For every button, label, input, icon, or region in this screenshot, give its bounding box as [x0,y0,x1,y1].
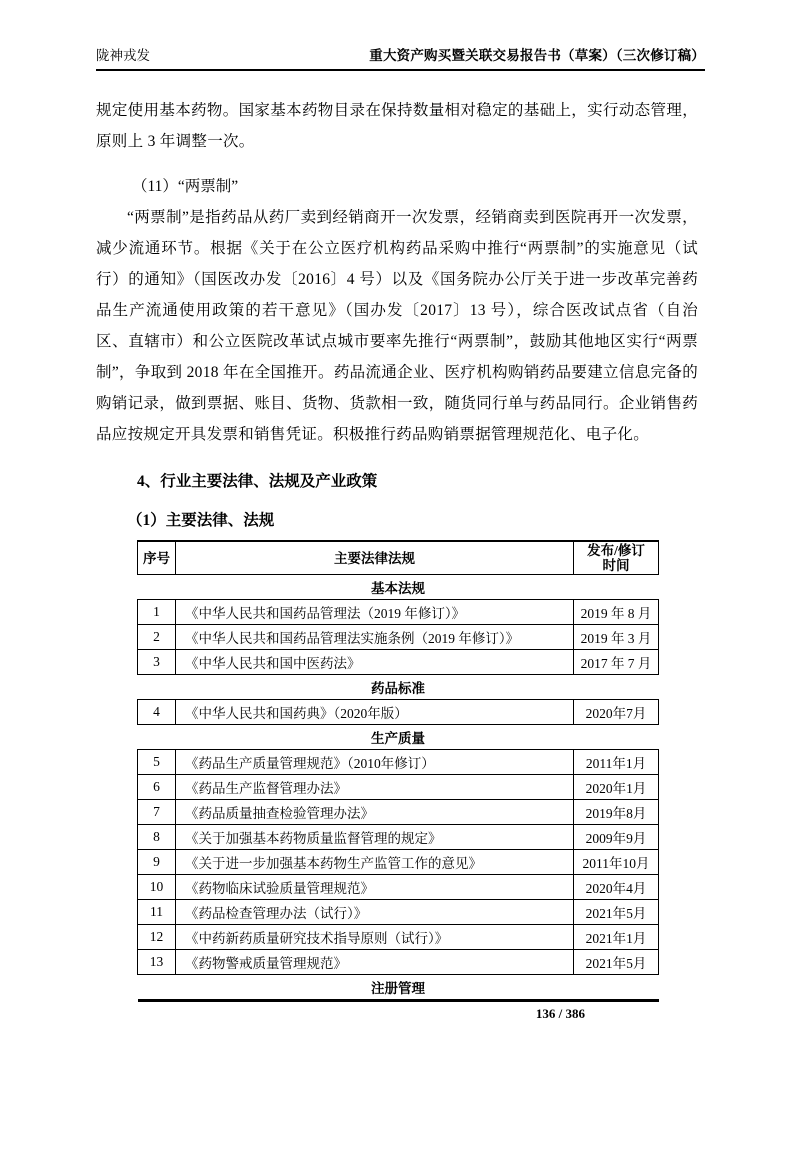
law-title-cell: 《中华人民共和国药品管理法实施条例（2019 年修订）》 [176,625,574,650]
table-row [138,650,659,675]
table-row [138,900,659,925]
row-number-cell: 5 [138,750,176,775]
row-number-cell: 12 [138,925,176,950]
row-number-cell: 8 [138,825,176,850]
date-cell: 2019年8月 [574,800,659,825]
col-header-date-line2: 时间 [602,558,630,573]
heading-industry-laws: 4、行业主要法律、法规及产业政策 [137,473,378,490]
legal-table-body [138,575,659,1001]
row-number-cell: 9 [138,850,176,875]
date-cell: 2020年1月 [574,775,659,800]
page-number: 136 / 386 [535,1006,585,1021]
col-header-date-line1: 发布/修订 [587,543,645,558]
table-row [138,775,659,800]
table-row [138,950,659,975]
paragraph-basic-drugs: 规定使用基本药物。国家基本药物目录在保持数量相对稳定的基础上，实行动态管理，原则上 3 年调整一次。 [96,102,698,150]
law-title-cell: 《中华人民共和国药品管理法（2019 年修订）》 [176,600,574,625]
section-label: 生产质量 [138,725,659,750]
date-cell: 2021年5月 [574,950,659,975]
row-number-cell: 13 [138,950,176,975]
law-title-cell: 《中华人民共和国中医药法》 [176,650,574,675]
table-row [138,825,659,850]
row-number-cell: 2 [138,625,176,650]
law-title-cell: 《关于加强基本药物质量监督管理的规定》 [176,825,574,850]
date-cell: 2011年1月 [574,750,659,775]
table-row [138,875,659,900]
law-title-cell: 《药品检查管理办法（试行）》 [176,900,574,925]
table-section-row [138,975,659,1001]
date-cell: 2020年4月 [574,875,659,900]
paragraph-two-invoice-system: “两票制”是指药品从药厂卖到经销商开一次发票，经销商卖到医院再开一次发票，减少流通环节。根据《关于在公立医疗机构药品采购中推行“两票制”的实施意见（试行）的通知》（国医改办发〔2016〕4 号）以及《国务院办公厅关于进一步改革完善药品生产流通使用政策的若干意见》（国办发〔2017〕13 号），综合医改试点省（自治区、直辖市）和公立医院改革试点城市要率先推行“两票制”，鼓励其他地区实行“两票制”，争取到 2018 年在全国推开。药品流通企业、医疗机构购销药品要建立信息完备的购销记录，做到票据、账目、货物、货款相一致，随货同行单与药品同行。企业销售药品应按规定开具发票和销售凭证。积极推行药品购销票据管理规范化、电子化。 [96,209,698,443]
date-cell: 2020年7月 [574,700,659,725]
table-header-row [138,541,659,575]
date-cell: 2021年1月 [574,925,659,950]
section-label: 药品标准 [138,675,659,700]
table-row [138,925,659,950]
row-number-cell: 4 [138,700,176,725]
table-row [138,600,659,625]
header-report-title: 重大资产购买暨关联交易报告书（草案）（三次修订稿） [369,48,705,63]
col-header-date [574,541,659,575]
table-section-row [138,575,659,600]
table-row [138,625,659,650]
section-label: 注册管理 [138,975,659,1001]
law-title-cell: 《药品生产监督管理办法》 [176,775,574,800]
table-section-row [138,725,659,750]
law-title-cell: 《药品生产质量管理规范》（2010年修订） [176,750,574,775]
row-number-cell: 6 [138,775,176,800]
row-number-cell: 7 [138,800,176,825]
table-row [138,850,659,875]
law-title-cell: 《关于进一步加强基本药物生产监管工作的意见》 [176,850,574,875]
date-cell: 2011年10月 [574,850,659,875]
table-row [138,800,659,825]
header-company-name: 陇神戎发 [96,48,150,63]
date-cell: 2019 年 8 月 [574,600,659,625]
row-number-cell: 10 [138,875,176,900]
row-number-cell: 1 [138,600,176,625]
law-title-cell: 《中药新药质量研究技术指导原则（试行）》 [176,925,574,950]
law-title-cell: 《药物临床试验质量管理规范》 [176,875,574,900]
page-content [96,95,698,1022]
law-title-cell: 《药品质量抽查检验管理办法》 [176,800,574,825]
law-title-cell: 《药物警戒质量管理规范》 [176,950,574,975]
date-cell: 2021年5月 [574,900,659,925]
row-number-cell: 11 [138,900,176,925]
col-header-law: 主要法律法规 [176,541,574,575]
row-number-cell: 3 [138,650,176,675]
date-cell: 2009年9月 [574,825,659,850]
date-cell: 2017 年 7 月 [574,650,659,675]
date-cell: 2019 年 3 月 [574,625,659,650]
table-section-row [138,675,659,700]
document-page [0,44,793,1166]
law-title-cell: 《中华人民共和国药典》（2020年版） [176,700,574,725]
table-row [138,700,659,725]
table-row [138,750,659,775]
section-label: 基本法规 [138,575,659,600]
col-header-no: 序号 [138,541,176,575]
running-header [96,44,705,71]
heading-two-invoice-system: （11）“两票制” [132,178,239,195]
heading-main-laws: （1）主要法律、法规 [127,512,275,529]
legal-regulations-table [137,540,659,1002]
